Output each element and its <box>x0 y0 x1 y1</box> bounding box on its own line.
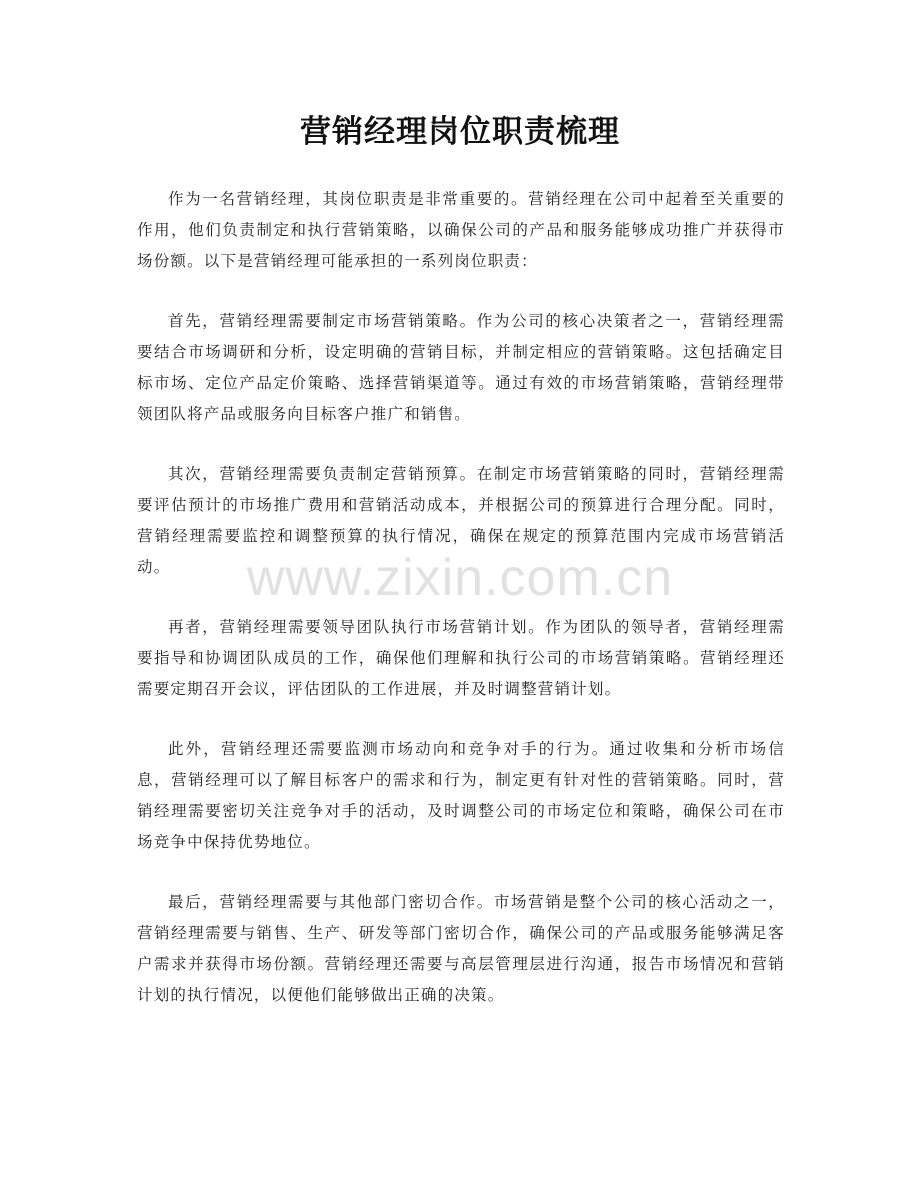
paragraph-team: 再者，营销经理需要领导团队执行市场营销计划。作为团队的领导者，营销经理需要指导和协调团队成员的工作，确保他们理解和执行公司的市场营销策略。营销经理还需要定期召开会议，评估团队的工作进展，并及时调整营销计划。 <box>137 618 785 698</box>
paragraph-strategy: 首先，营销经理需要制定市场营销策略。作为公司的核心决策者之一，营销经理需要结合市场调研和分析，设定明确的营销目标，并制定相应的营销策略。这包括确定目标市场、定位产品定价策略、选择营销渠道等。通过有效的市场营销策略，营销经理带领团队将产品或服务向目标客户推广和销售。 <box>137 312 785 423</box>
paragraph-intro: 作为一名营销经理，其岗位职责是非常重要的。营销经理在公司中起着至关重要的作用，他们负责制定和执行营销策略，以确保公司的产品和服务能够成功推广并获得市场份额。以下是营销经理可能承担的一系列岗位职责： <box>137 190 785 270</box>
watermark: www.zixin.com.cn <box>246 549 674 607</box>
paragraph-budget: 其次，营销经理需要负责制定营销预算。在制定市场营销策略的同时，营销经理需要评估预计的市场推广费用和营销活动成本，并根据公司的预算进行合理分配。同时，营销经理需要监控和调整预算的执行情况，确保在规定的预算范围内完成市场营销活动。 <box>137 465 785 576</box>
page-title: 营销经理岗位职责梳理 <box>300 114 620 150</box>
document-body <box>137 184 785 1040</box>
paragraph-collaboration: 最后，营销经理需要与其他部门密切合作。市场营销是整个公司的核心活动之一，营销经理需要与销售、生产、研发等部门密切合作，确保公司的产品或服务能够满足客户需求并获得市场份额。营销经理还需要与高层管理层进行沟通，报告市场情况和营销计划的执行情况，以便他们能够做出正确的决策。 <box>137 893 785 1004</box>
paragraph-market-monitoring: 此外，营销经理还需要监测市场动向和竞争对手的行为。通过收集和分析市场信息，营销经理可以了解目标客户的需求和行为，制定更有针对性的营销策略。同时，营销经理需要密切关注竞争对手的活动，及时调整公司的市场定位和策略，确保公司在市场竞争中保持优势地位。 <box>137 740 785 851</box>
